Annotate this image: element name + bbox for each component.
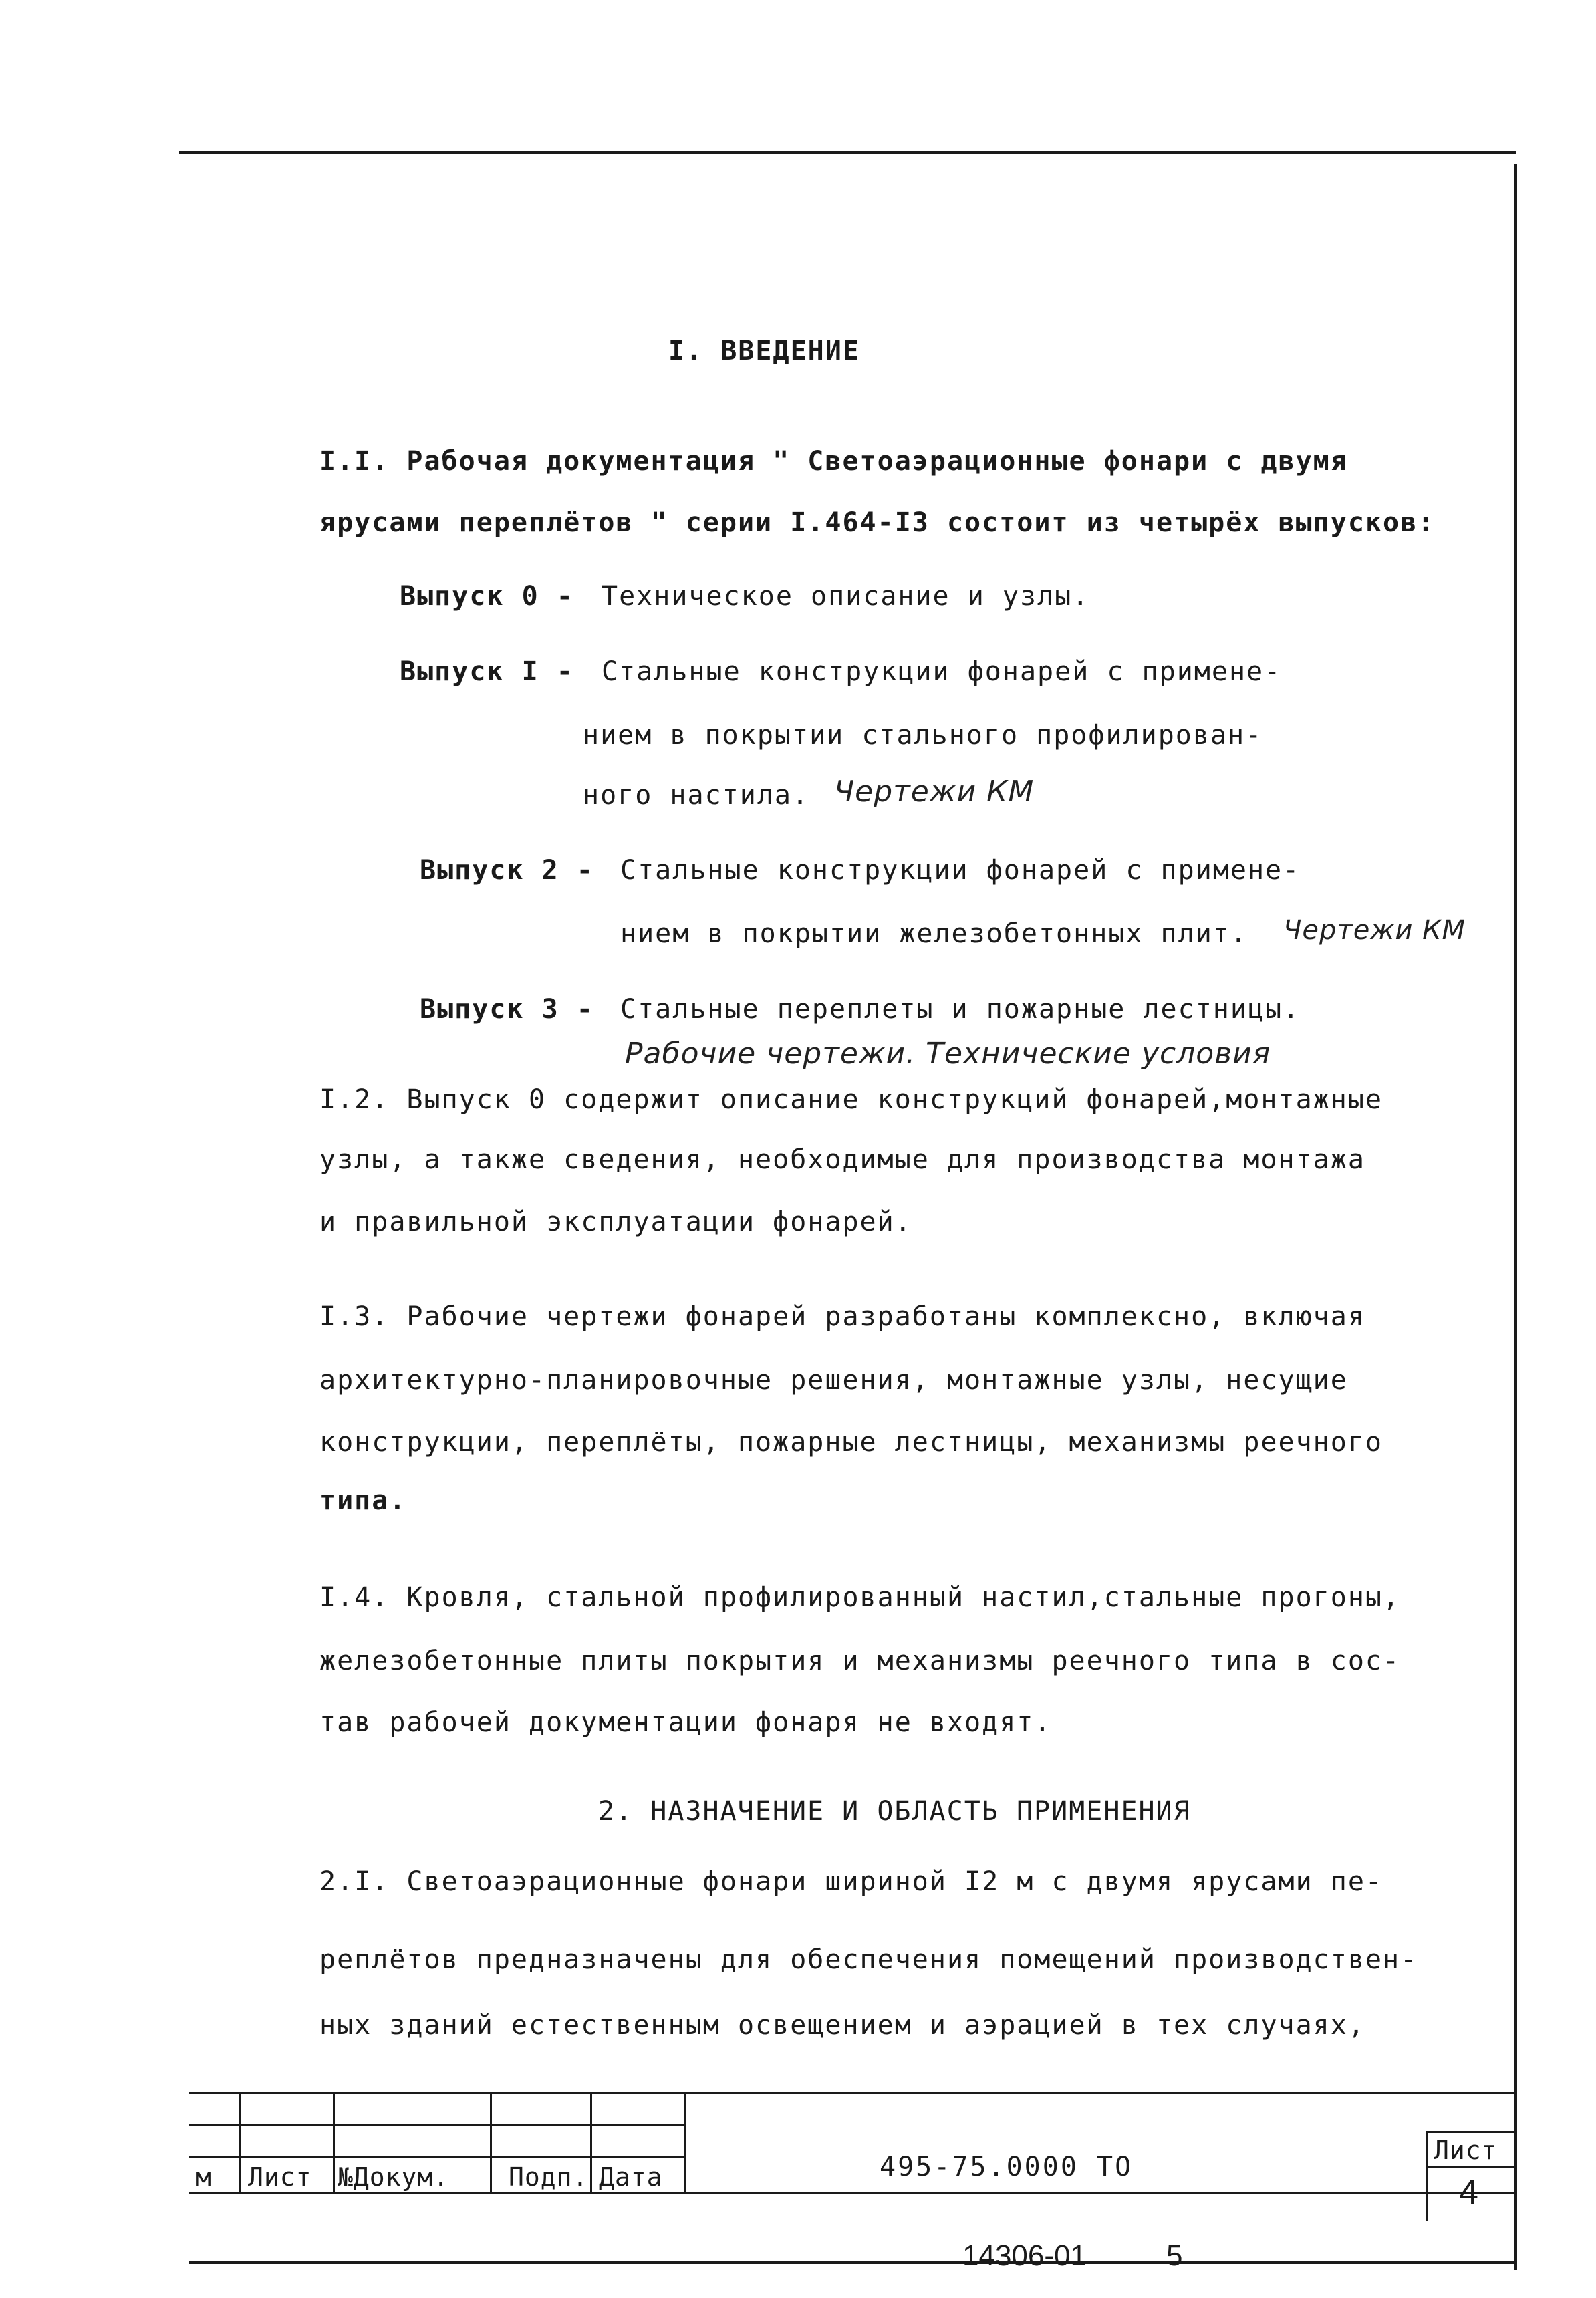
paragraph-1-4-line-3: тав рабочей документации фонаря не входят. — [319, 1707, 1052, 1738]
stamp-page: 5 — [1166, 2239, 1183, 2272]
bottom-rule — [189, 2261, 1516, 2264]
issue-2-text-line-1: Стальные конструкции фонарей с примене- — [620, 855, 1301, 886]
paragraph-2-1-line-3: ных зданий естественным освещением и аэрацией в тех случаях, — [319, 2010, 1365, 2041]
paragraph-1-3-line-3: конструкции, переплёты, пожарные лестницы, механизмы реечного — [319, 1427, 1383, 1458]
paragraph-1-1-line-2: ярусами переплётов " серии I.464-I3 состоит из четырёх выпусков: — [319, 507, 1436, 538]
issue-1-label: Выпуск I - — [400, 656, 574, 687]
issue-1-text-line-1: Стальные конструкции фонарей с примене- — [602, 656, 1282, 687]
title-block-list: Лист — [248, 2162, 312, 2192]
paragraph-1-1-line-1: I.I. Рабочая документация " Светоаэрационные фонари с двумя — [319, 446, 1348, 477]
paragraph-1-3-line-1: I.3. Рабочие чертежи фонарей разработаны комплексно, включая — [319, 1301, 1365, 1332]
sheet-label: Лист — [1434, 2136, 1498, 2165]
paragraph-1-2-line-3: и правильной эксплуатации фонарей. — [319, 1206, 912, 1237]
frame-top-border — [179, 151, 1516, 154]
title-block-podp: Подп. — [509, 2162, 589, 2192]
section-heading-purpose: 2. НАЗНАЧЕНИЕ И ОБЛАСТЬ ПРИМЕНЕНИЯ — [598, 1796, 1191, 1827]
issue-1-text-line-2: нием в покрытии стального профилирован- — [583, 720, 1263, 751]
section-heading-introduction: I. ВВЕДЕНИЕ — [668, 336, 860, 366]
paragraph-1-2-line-1: I.2. Выпуск 0 содержит описание конструкций фонарей,монтажные — [319, 1084, 1383, 1115]
issue-0-label: Выпуск 0 - — [400, 581, 574, 612]
paragraph-1-4-line-2: железобетонные плиты покрытия и механизмы реечного типа в сос- — [319, 1646, 1401, 1676]
issue-0-text: Техническое описание и узлы. — [602, 581, 1090, 612]
paragraph-1-3-line-4: типа. — [319, 1485, 407, 1516]
title-block — [189, 2092, 1516, 2219]
title-block-ndokum: №Докум. — [338, 2162, 450, 2192]
paragraph-1-3-line-2: архитектурно-планировочные решения, монтажные узлы, несущие — [319, 1365, 1348, 1396]
frame-right-border — [1514, 164, 1517, 2270]
issue-3-label: Выпуск 3 - — [420, 994, 594, 1025]
document-code: 495-75.0000 ТО — [880, 2152, 1134, 2182]
issue-2-label: Выпуск 2 - — [420, 855, 594, 886]
paragraph-2-1-line-1: 2.I. Светоаэрационные фонари шириной I2 м с двумя ярусами пе- — [319, 1866, 1383, 1897]
issue-3-handwritten-note: Рабочие чертежи. Технические условия — [625, 1037, 1271, 1071]
title-block-izm: м — [196, 2162, 212, 2192]
stamp-number: 14306-01 — [962, 2239, 1087, 2272]
issue-1-text-line-3: ного настила. — [583, 780, 810, 811]
paragraph-2-1-line-2: реплётов предназначены для обеспечения помещений производствен- — [319, 1944, 1418, 1975]
issue-2-handwritten-note: Чертежи КМ — [1283, 915, 1466, 946]
sheet-number: 4 — [1459, 2173, 1479, 2212]
paragraph-1-4-line-1: I.4. Кровля, стальной профилированный настил,стальные прогоны, — [319, 1582, 1401, 1613]
issue-1-handwritten-note: Чертежи КМ — [834, 775, 1035, 809]
issue-2-text-line-2: нием в покрытии железобетонных плит. — [620, 918, 1248, 949]
issue-3-text: Стальные переплеты и пожарные лестницы. — [620, 994, 1301, 1025]
paragraph-1-2-line-2: узлы, а также сведения, необходимые для производства монтажа — [319, 1144, 1365, 1175]
title-block-data: Дата — [599, 2162, 663, 2192]
